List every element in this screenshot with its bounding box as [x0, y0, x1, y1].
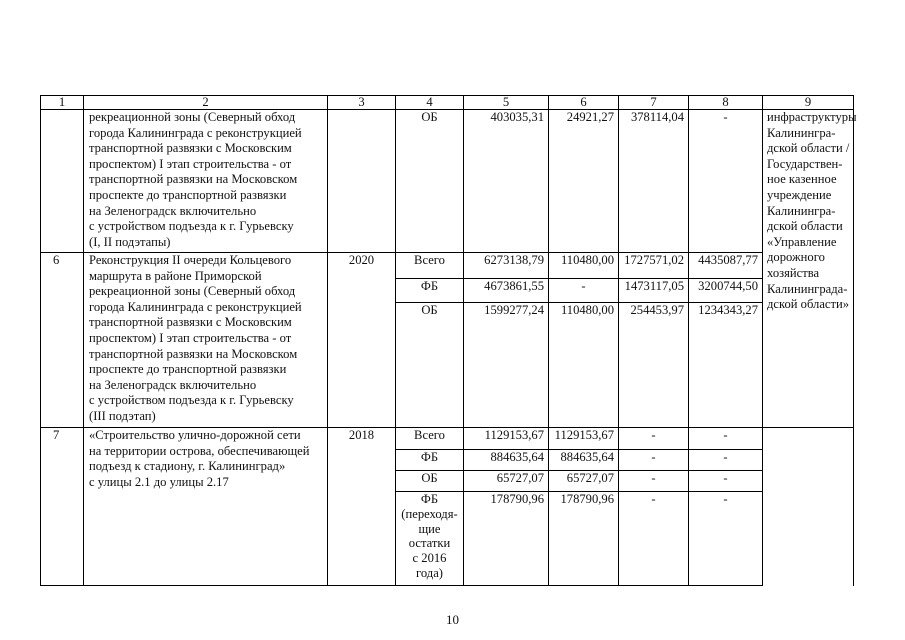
value-cell-5: 884635,64 [464, 450, 549, 471]
value-cell-6: 1129153,67 [549, 428, 619, 450]
source-cell: ОБ [396, 471, 464, 492]
value-cell-6: 65727,07 [549, 471, 619, 492]
source-cell: ФБ (переходя- щие остатки с 2016 года) [396, 492, 464, 586]
year-cell: 2018 [328, 428, 396, 586]
value-cell-6: 24921,27 [549, 110, 619, 253]
source-cell: Всего [396, 253, 464, 279]
value-cell-5: 65727,07 [464, 471, 549, 492]
value-cell-6: - [549, 279, 619, 303]
value-cell-7: 1727571,02 [619, 253, 689, 279]
row-number-cell: 6 [41, 253, 84, 428]
header-col-4: 4 [396, 96, 464, 110]
value-cell-7: 254453,97 [619, 303, 689, 428]
header-col-3: 3 [328, 96, 396, 110]
budget-table [40, 95, 857, 586]
project-name-cell: «Строительство улично-дорожной сети на территории острова, обеспечивающей подъезд к стадиону, г. Калининград» с улицы 2.1 до улицы 2.17 [84, 428, 328, 586]
header-col-8: 8 [689, 96, 763, 110]
value-cell-6: 110480,00 [549, 303, 619, 428]
value-cell-6: 178790,96 [549, 492, 619, 586]
value-cell-7: - [619, 492, 689, 586]
value-cell-7: 1473117,05 [619, 279, 689, 303]
value-cell-6: 110480,00 [549, 253, 619, 279]
header-col-5: 5 [464, 96, 549, 110]
header-col-2: 2 [84, 96, 328, 110]
value-cell-8: 3200744,50 [689, 279, 763, 303]
value-cell-7: - [619, 450, 689, 471]
header-col-7: 7 [619, 96, 689, 110]
value-cell-8: - [689, 428, 763, 450]
source-cell: ФБ [396, 450, 464, 471]
table-row [41, 428, 854, 450]
value-cell-8: - [689, 450, 763, 471]
year-cell: 2020 [328, 253, 396, 428]
header-col-6: 6 [549, 96, 619, 110]
value-cell-5: 403035,31 [464, 110, 549, 253]
executor-cell: инфраструктуры Калинингра- дской области / Государствен- ное казенное учреждение Калинингра- дской области «Управление дорожного хозяйства Калининграда- дской области» [763, 110, 854, 428]
page-number: 10 [446, 612, 459, 627]
row-number-cell [41, 110, 84, 253]
value-cell-5: 6273138,79 [464, 253, 549, 279]
project-name-cell: Реконструкция II очереди Кольцевого маршрута в районе Приморской рекреационной зоны (Северный обход города Калининграда с реконструкцией транспортной развязки с Московским проспектом) I этап строительства - от транспортной развязки на Московском проспекте до транспортной развязки на Зеленоградск включительно с устройством подъезда к г. Гурьевску (III подэтап) [84, 253, 328, 428]
year-cell [328, 110, 396, 253]
source-cell: ФБ [396, 279, 464, 303]
source-cell: Всего [396, 428, 464, 450]
value-cell-7: 378114,04 [619, 110, 689, 253]
project-name-cell: рекреационной зоны (Северный обход города Калининграда с реконструкцией транспортной развязки с Московским проспектом) I этап строительства - от транспортной развязки на Московском проспекте до транспортной развязки на Зеленоградск включительно с устройством подъезда к г. Гурьевску (I, II подэтапы) [84, 110, 328, 253]
header-row [41, 96, 854, 110]
value-cell-5: 178790,96 [464, 492, 549, 586]
value-cell-8: 1234343,27 [689, 303, 763, 428]
value-cell-8: - [689, 110, 763, 253]
value-cell-5: 1599277,24 [464, 303, 549, 428]
value-cell-5: 1129153,67 [464, 428, 549, 450]
header-col-1: 1 [41, 96, 84, 110]
value-cell-7: - [619, 471, 689, 492]
value-cell-8: 4435087,77 [689, 253, 763, 279]
table-row [41, 110, 854, 253]
table-row [41, 253, 854, 279]
value-cell-5: 4673861,55 [464, 279, 549, 303]
header-col-9: 9 [763, 96, 854, 110]
value-cell-8: - [689, 471, 763, 492]
value-cell-8: - [689, 492, 763, 586]
executor-cell-empty [763, 428, 854, 586]
row-number-cell: 7 [41, 428, 84, 586]
value-cell-7: - [619, 428, 689, 450]
value-cell-6: 884635,64 [549, 450, 619, 471]
source-cell: ОБ [396, 303, 464, 428]
source-cell: ОБ [396, 110, 464, 253]
